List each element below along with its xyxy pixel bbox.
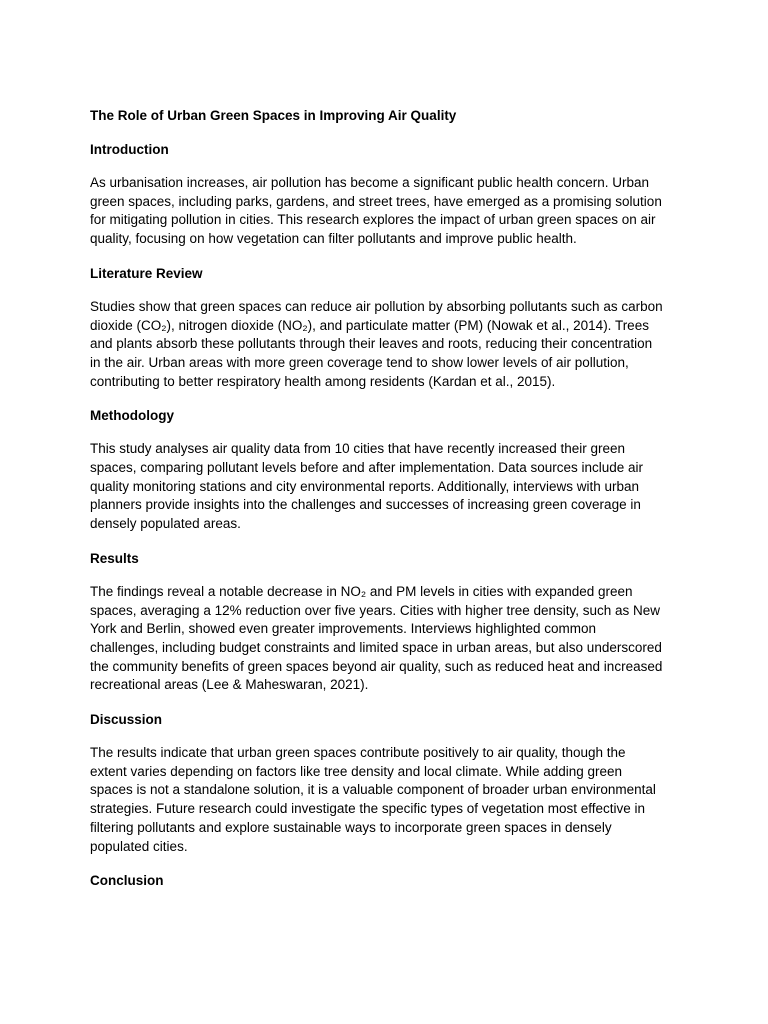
section-heading-introduction: Introduction bbox=[90, 142, 169, 157]
paragraph-line: As urbanisation increases, air pollution has become a significant public health concern. Urban bbox=[90, 175, 650, 190]
paragraph-line: extent varies depending on factors like tree density and local climate. While adding green bbox=[90, 763, 623, 779]
paragraph-line: recreational areas (Lee & Maheswaran, 2021). bbox=[90, 677, 369, 693]
section-paragraph bbox=[90, 174, 680, 249]
paragraph-line: The findings reveal a notable decrease in NO₂ and PM levels in cities with expanded green bbox=[90, 583, 633, 599]
paragraph-line: The results indicate that urban green spaces contribute positively to air quality, though the bbox=[90, 745, 626, 761]
paragraph-line: quality monitoring stations and city environmental reports. Additionally, interviews with urban bbox=[90, 478, 640, 494]
paragraph-line: filtering pollutants and explore sustainable ways to incorporate green spaces in densely bbox=[90, 819, 612, 835]
paragraph-line: dioxide (CO₂), nitrogen dioxide (NO₂), and particulate matter (PM) (Nowak et al., 2014). Trees bbox=[90, 317, 649, 333]
document-sections bbox=[90, 140, 680, 890]
section-heading-literature-review: Literature Review bbox=[90, 265, 203, 281]
paragraph-line: in the air. Urban areas with more green coverage tend to show lower levels of air pollution, bbox=[90, 354, 629, 370]
section-paragraph bbox=[90, 440, 680, 534]
paragraph-line: green spaces, including parks, gardens, and street trees, have emerged as a promising solution bbox=[90, 193, 662, 209]
paragraph-line: densely populated areas. bbox=[90, 516, 241, 532]
paragraph-line: strategies. Future research could investigate the specific types of vegetation most effective in bbox=[90, 801, 646, 817]
paragraph-line: spaces, averaging a 12% reduction over five years. Cities with higher tree density, such as New bbox=[90, 602, 661, 618]
paragraph-line: and plants absorb these pollutants through their leaves and roots, reducing their concentration bbox=[90, 336, 653, 352]
section-heading-results: Results bbox=[90, 550, 139, 566]
document-title: The Role of Urban Green Spaces in Improving Air Quality bbox=[90, 108, 457, 123]
paragraph-line: contributing to better respiratory health among residents (Kardan et al., 2015). bbox=[90, 373, 556, 389]
section-paragraph bbox=[90, 298, 680, 392]
paragraph-line: the community benefits of green spaces beyond air quality, such as reduced heat and increased bbox=[90, 658, 663, 674]
paragraph-line: challenges, including budget constraints and limited space in urban areas, but also underscored bbox=[90, 639, 662, 655]
document-body bbox=[90, 106, 680, 905]
paragraph-line: spaces is not a standalone solution, it is a valuable component of broader urban environmental bbox=[90, 782, 656, 798]
paragraph-line: York and Berlin, showed even greater improvements. Interviews highlighted common bbox=[90, 621, 597, 637]
section-paragraph bbox=[90, 583, 680, 695]
paragraph-line: This study analyses air quality data from 10 cities that have recently increased their green bbox=[90, 441, 626, 457]
section-heading-conclusion: Conclusion bbox=[90, 873, 164, 889]
paragraph-line: spaces, comparing pollutant levels before and after implementation. Data sources include air bbox=[90, 460, 644, 476]
section-heading-methodology: Methodology bbox=[90, 408, 174, 424]
paragraph-line: populated cities. bbox=[90, 838, 188, 854]
paragraph-line: for mitigating pollution in cities. This research explores the impact of urban green spaces on air bbox=[90, 212, 656, 228]
section-heading-discussion: Discussion bbox=[90, 712, 163, 728]
paragraph-line: Studies show that green spaces can reduce air pollution by absorbing pollutants such as carbon bbox=[90, 298, 663, 314]
paragraph-line: quality, focusing on how vegetation can filter pollutants and improve public health. bbox=[90, 231, 577, 247]
section-paragraph bbox=[90, 744, 680, 856]
paragraph-line: planners provide insights into the challenges and successes of increasing green coverage in bbox=[90, 497, 641, 513]
